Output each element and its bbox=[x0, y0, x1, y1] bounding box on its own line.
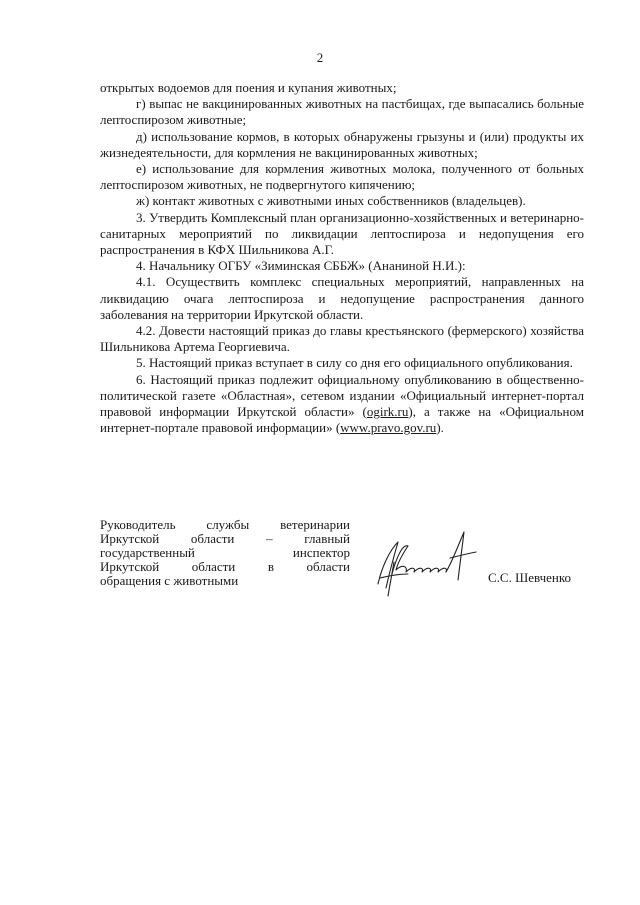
signatory-title-line: Иркутской области в области bbox=[100, 559, 350, 574]
signatory-title-line: Иркутской области – главный bbox=[100, 531, 350, 546]
paragraph: 4. Начальнику ОГБУ «Зиминская СББЖ» (Ананиной Н.И.): bbox=[136, 258, 466, 274]
paragraph: д) использование кормов, в которых обнаружены грызуны и (или) продукты их жизнедеятельности, для кормления не вакцинированных животных; bbox=[100, 128, 584, 160]
publication-text-3: ). bbox=[436, 420, 444, 436]
publication-paragraph bbox=[100, 372, 584, 437]
signatory-title-line: государственный инспектор bbox=[100, 545, 350, 560]
paragraph: 5. Настоящий приказ вступает в силу со дня его официального опубликования. bbox=[136, 355, 573, 371]
publication-text-1: 6. Настоящий приказ подлежит официальному опубликованию в общественно-политической газете «Областная», сетевом издании «Официальный интернет-портал правовой информации Иркутской области» ( bbox=[100, 371, 584, 420]
paragraph: открытых водоемов для поения и купания животных; bbox=[100, 80, 397, 95]
signatory-title-line: обращения с животными bbox=[100, 573, 239, 588]
paragraph: 4.2. Довести настоящий приказ до главы крестьянского (фермерского) хозяйства Шильникова Артема Георгиевича. bbox=[100, 323, 584, 355]
paragraph: 3. Утвердить Комплексный план организационно-хозяйственных и ветеринарно-санитарных мероприятий по ликвидации лептоспироза и недопущения его распространения в КФХ Шильникова А.Г. bbox=[100, 209, 584, 258]
document-body bbox=[100, 80, 584, 436]
pravo-link[interactable]: www.pravo.gov.ru bbox=[340, 420, 437, 436]
paragraph: 4.1. Осуществить комплекс специальных мероприятий, направленных на ликвидацию очага лептоспироза и недопущение распространения данного заболевания на территории Иркутской области. bbox=[100, 274, 584, 322]
paragraph: г) выпас не вакцинированных животных на пастбищах, где выпасались больные лептоспирозом животные; bbox=[100, 96, 584, 128]
ogirk-link[interactable]: ogirk.ru bbox=[366, 404, 409, 420]
handwritten-signature bbox=[368, 522, 488, 602]
page-number: 2 bbox=[316, 50, 324, 65]
paragraph: ж) контакт животных с животными иных собственников (владельцев). bbox=[136, 193, 526, 209]
publication-text-2: ), а также на «Официальном интернет-портале правовой информации» ( bbox=[100, 404, 584, 436]
signatory-title-line: Руководитель службы ветеринарии bbox=[100, 517, 350, 532]
paragraph: е) использование для кормления животных молока, полученного от больных лептоспирозом животных, не подвергнутого кипячению; bbox=[100, 161, 584, 193]
signer-name: С.С. Шевченко bbox=[488, 570, 572, 585]
signatory-title bbox=[100, 518, 350, 588]
